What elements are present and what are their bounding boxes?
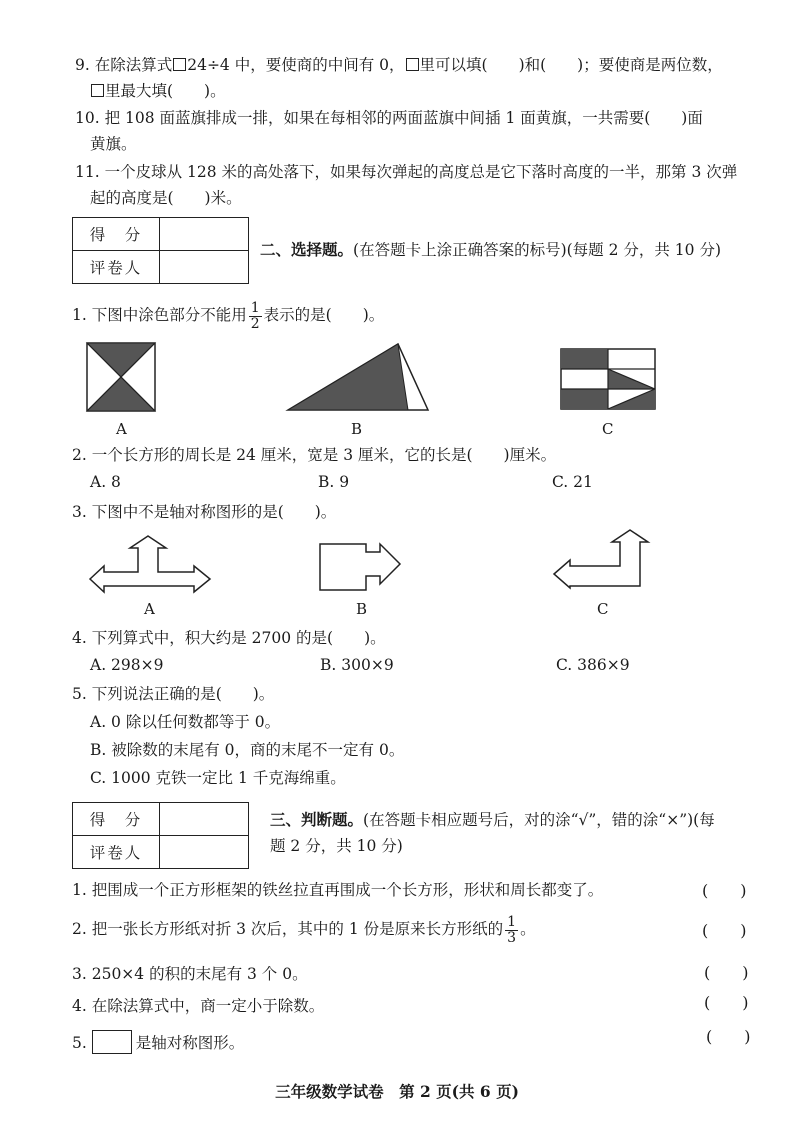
figure-label-a: A xyxy=(144,600,155,618)
figure-label-a: A xyxy=(116,420,127,438)
question-10-line-1: 10. 把 108 面蓝旗排成一排，如果在每相邻的两面蓝旗中间插 1 面黄旗，一共需要( )面 xyxy=(75,109,703,127)
grader-cell xyxy=(160,251,249,284)
q4-option-b: B. 300×9 xyxy=(320,656,394,674)
judge-question-5: 5. 是轴对称图形。 xyxy=(72,1030,244,1055)
score-table-section-3 xyxy=(72,802,249,869)
score-label: 得 分 xyxy=(73,803,160,836)
figure-grid-rectangle xyxy=(560,348,656,410)
question-9-line-2: 里最大填( )。 xyxy=(90,81,226,101)
blank-rectangle-figure xyxy=(92,1030,132,1054)
judge-question-1: 1. 把围成一个正方形框架的铁丝拉直再围成一个长方形，形状和周长都变了。 xyxy=(72,881,604,899)
choice-question-2: 2. 一个长方形的周长是 24 厘米，宽是 3 厘米，它的长是( )厘米。 xyxy=(72,446,557,464)
choice-question-4: 4. 下列算式中，积大约是 2700 的是( )。 xyxy=(72,629,386,647)
score-cell xyxy=(160,218,249,251)
figure-label-b: B xyxy=(351,420,363,438)
choice-question-5: 5. 下列说法正确的是( )。 xyxy=(72,685,275,703)
section-3-instruction: (在答题卡相应题号后，对的涂“√”，错的涂“×”)(每 xyxy=(363,811,715,829)
grader-label: 评卷人 xyxy=(73,836,160,869)
judge-question-2: 2. 把一张长方形纸对折 3 次后，其中的 1 份是原来长方形纸的 $\frac{1}{3}$ 。 xyxy=(72,913,536,946)
section-3-header-line-2: 题 2 分，共 10 分) xyxy=(270,837,403,855)
blank-box xyxy=(173,58,186,71)
answer-paren-4: ( ) xyxy=(704,993,749,1012)
figure-box-arrow xyxy=(318,542,402,594)
answer-paren-1: ( ) xyxy=(702,881,747,900)
answer-paren-3: ( ) xyxy=(704,963,749,982)
q2-option-a: A. 8 xyxy=(90,473,121,491)
q4-option-c: C. 386×9 xyxy=(556,656,630,674)
fraction-one-half: $\frac{1}{2}$ xyxy=(250,299,260,332)
question-10-line-2: 黄旗。 xyxy=(90,135,137,153)
answer-paren-2: ( ) xyxy=(702,921,747,940)
section-3-header-line-1 xyxy=(270,810,715,830)
q5-option-b: B. 被除数的末尾有 0，商的末尾不一定有 0。 xyxy=(90,741,405,759)
grader-label: 评卷人 xyxy=(73,251,160,284)
page-footer: 三年级数学试卷 第 2 页(共 6 页) xyxy=(275,1082,519,1101)
figure-triangle xyxy=(288,342,430,412)
q4-option-a: A. 298×9 xyxy=(90,656,164,674)
figure-three-way-arrow xyxy=(88,534,212,594)
question-9-line-1: 9. 在除法算式 24÷4 中，要使商的中间有 0， 里可以填( )和( )；要使商是两位数， xyxy=(75,56,723,74)
section-3-heading: 三、判断题。 xyxy=(270,810,364,829)
section-2-instruction: (在答题卡上涂正确答案的标号)(每题 2 分，共 10 分) xyxy=(353,241,721,259)
answer-paren-5: ( ) xyxy=(706,1027,751,1046)
section-2-header xyxy=(260,240,721,260)
q5-option-c: C. 1000 克铁一定比 1 千克海绵重。 xyxy=(90,769,346,787)
fraction-one-third: $\frac{1}{3}$ xyxy=(507,913,517,946)
figure-label-b: B xyxy=(356,600,368,618)
figure-square-hourglass xyxy=(86,342,156,412)
q5-option-a: A. 0 除以任何数都等于 0。 xyxy=(90,713,281,731)
figure-bent-arrow xyxy=(552,528,656,590)
question-11-line-1: 11. 一个皮球从 128 米的高处落下，如果每次弹起的高度总是它下落时高度的一半，那第 3 次弹 xyxy=(75,163,738,181)
question-11-line-2: 起的高度是( )米。 xyxy=(90,189,242,207)
choice-question-3: 3. 下图中不是轴对称图形的是( )。 xyxy=(72,503,337,521)
figure-label-c: C xyxy=(597,600,609,618)
score-label: 得 分 xyxy=(73,218,160,251)
judge-question-4: 4. 在除法算式中，商一定小于除数。 xyxy=(72,997,325,1015)
q2-option-c: C. 21 xyxy=(552,473,593,491)
blank-box xyxy=(406,58,419,71)
figure-label-c: C xyxy=(602,420,614,438)
grader-cell xyxy=(160,836,249,869)
blank-box xyxy=(91,84,104,97)
score-table-section-2 xyxy=(72,217,249,284)
judge-question-3: 3. 250×4 的积的末尾有 3 个 0。 xyxy=(72,965,308,983)
q2-option-b: B. 9 xyxy=(318,473,350,491)
section-2-heading: 二、选择题。 xyxy=(260,240,354,259)
choice-question-1: 1. 下图中涂色部分不能用 $\frac{1}{2}$ 表示的是( )。 xyxy=(72,299,385,332)
score-cell xyxy=(160,803,249,836)
